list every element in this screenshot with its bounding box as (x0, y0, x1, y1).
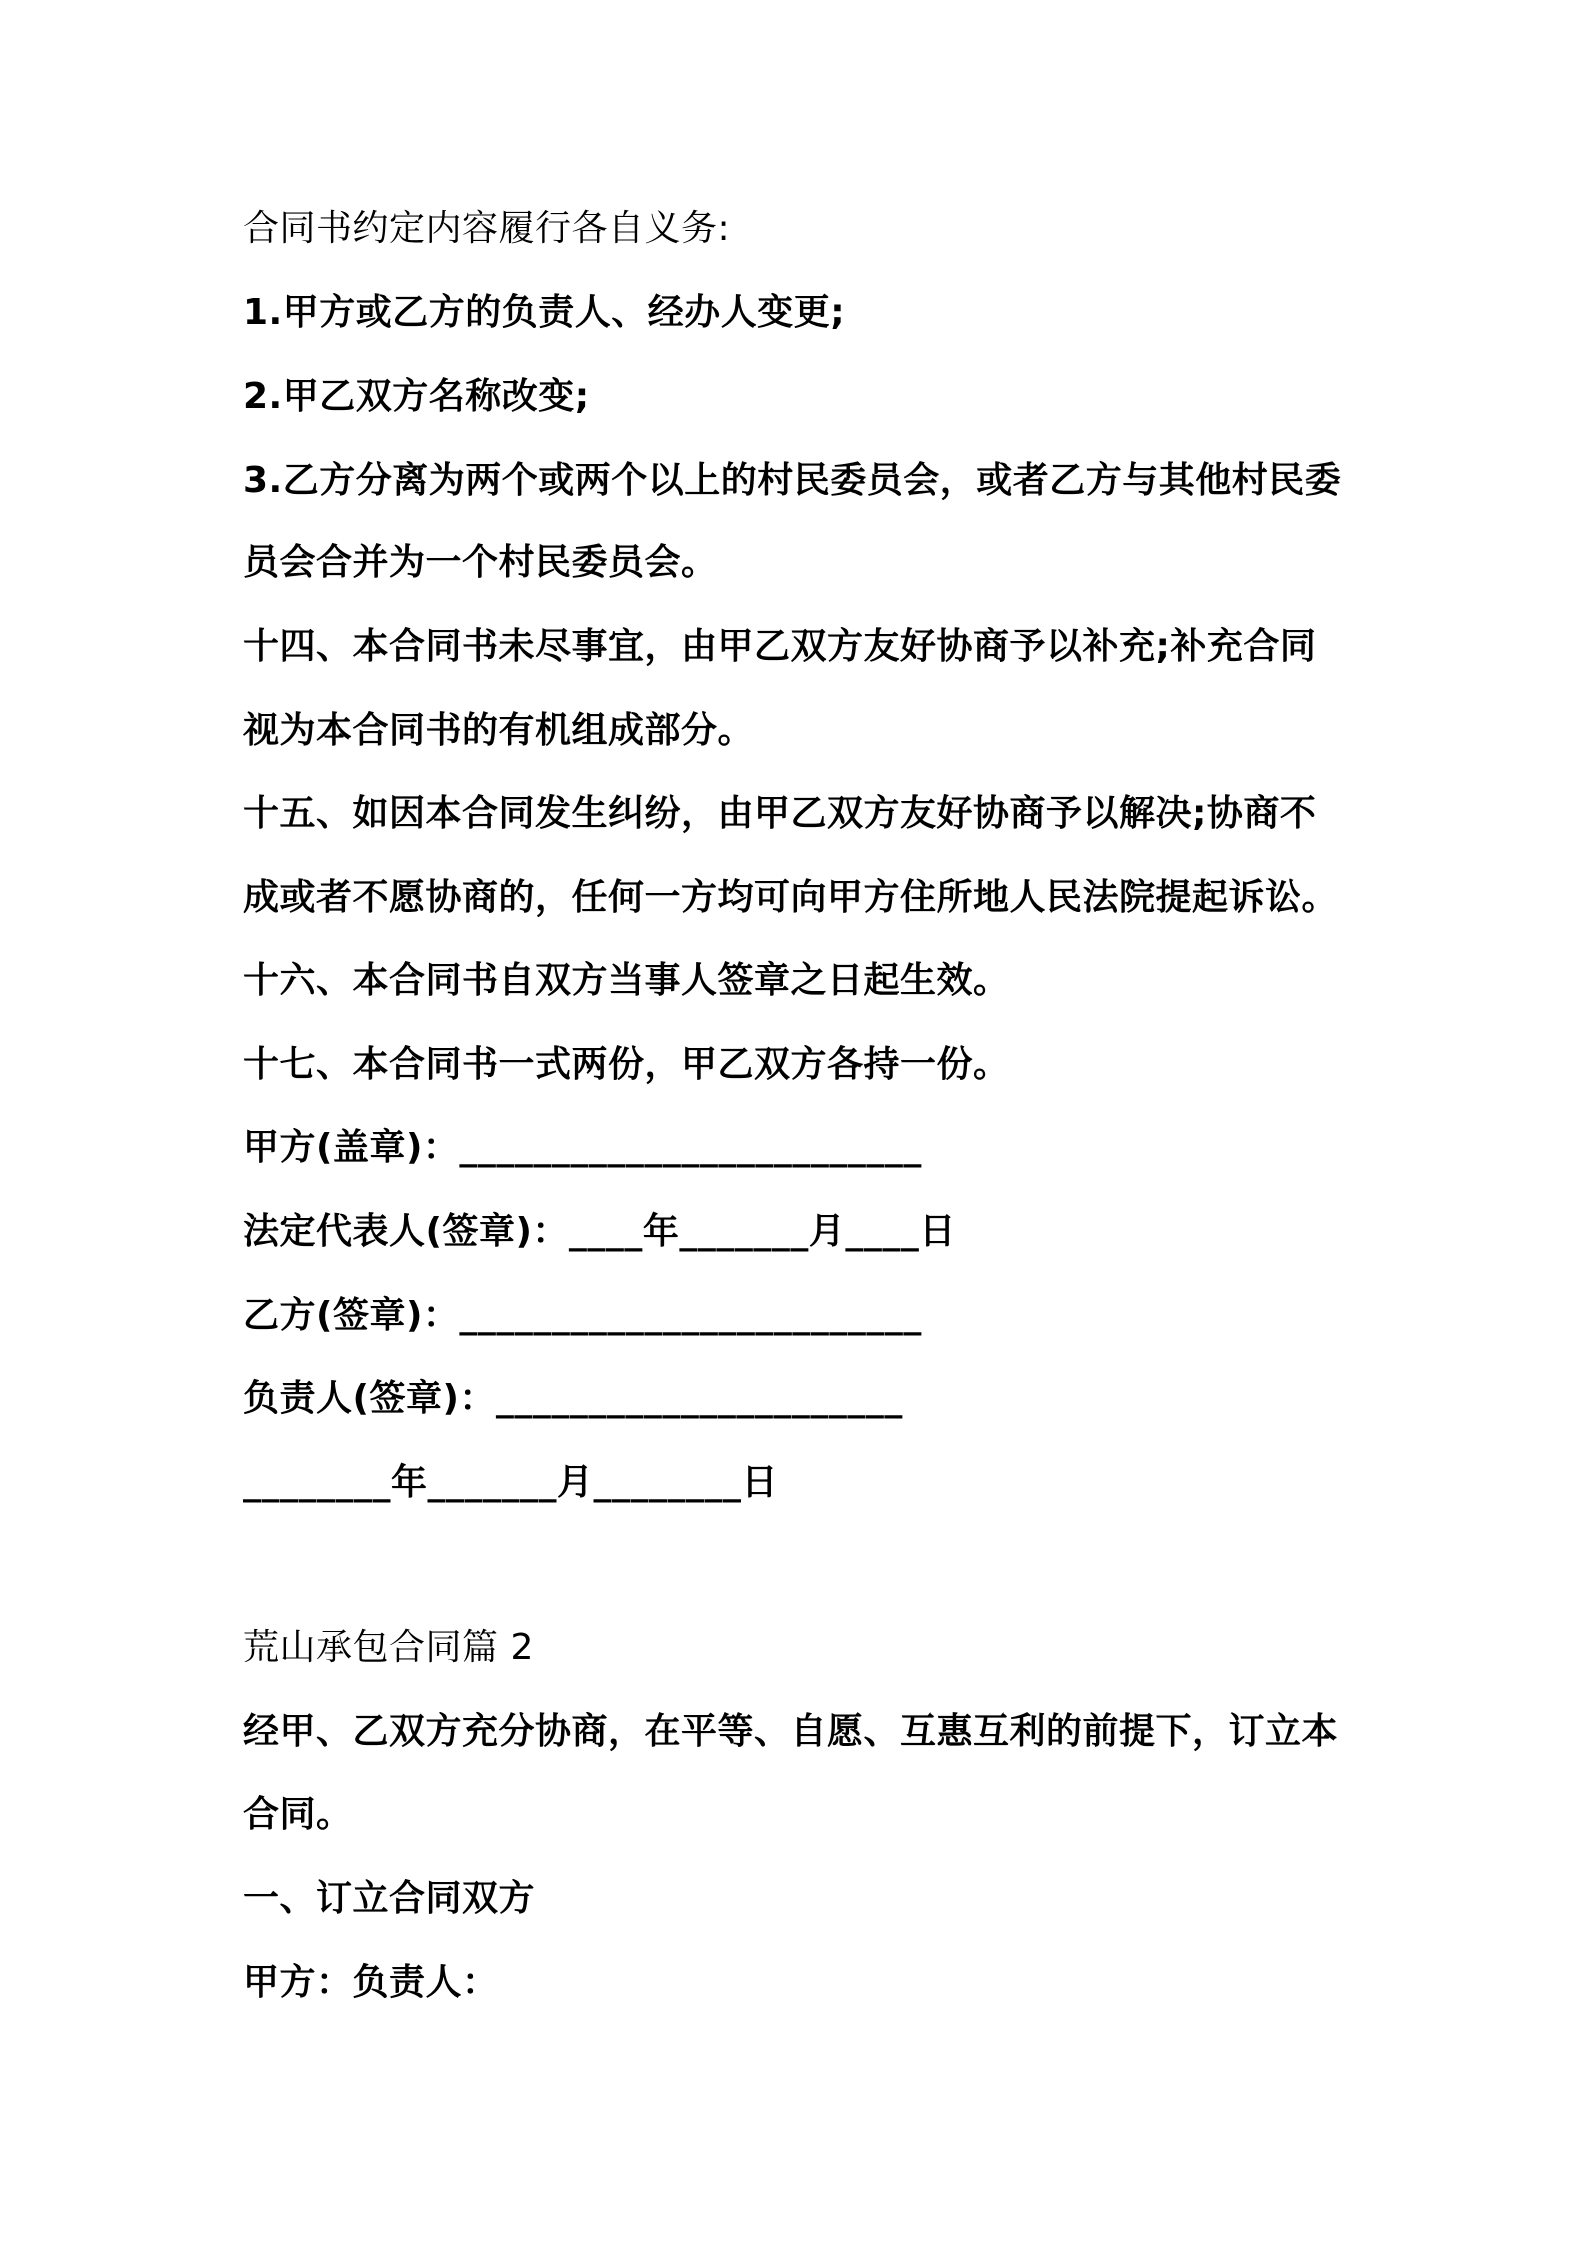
signature-line-legal-representative: 法定代表人(签章)：____年_______月____日 (243, 1211, 956, 1252)
subheading: 一、订立合同双方 (243, 1878, 536, 1919)
text-line: 2.甲乙双方名称改变; (243, 376, 590, 417)
signature-line-party-b: 乙方(签章)：_________________________ (243, 1295, 922, 1336)
text-line: 合同书约定内容履行各自义务: (243, 208, 731, 249)
text-line: 十四、本合同书未尽事宜，由甲乙双方友好协商予以补充;补充合同 (243, 626, 1317, 667)
text-line: 十六、本合同书自双方当事人签章之日起生效。 (243, 960, 1010, 1001)
section-title: 荒山承包合同篇 2 (243, 1627, 534, 1668)
text-line: 员会合并为一个村民委员会。 (243, 542, 718, 583)
text-line: 3.乙方分离为两个或两个以上的村民委员会，或者乙方与其他村民委 (243, 460, 1342, 501)
text-line: 甲方：负责人： (243, 1962, 499, 2003)
signature-line-person-in-charge: 负责人(签章)：______________________ (243, 1378, 903, 1419)
signature-line-party-a: 甲方(盖章)：_________________________ (243, 1127, 922, 1168)
text-line: 十七、本合同书一式两份，甲乙双方各持一份。 (243, 1044, 1010, 1085)
text-line: 经甲、乙双方充分协商，在平等、自愿、互惠互利的前提下，订立本 (243, 1711, 1339, 1752)
text-line: 成或者不愿协商的，任何一方均可向甲方住所地人民法院提起诉讼。 (243, 877, 1339, 918)
text-line: 视为本合同书的有机组成部分。 (243, 710, 755, 751)
date-line: ________年_______月________日 (243, 1462, 778, 1503)
text-line: 十五、如因本合同发生纠纷，由甲乙双方友好协商予以解决;协商不 (243, 793, 1317, 834)
text-line: 合同。 (243, 1794, 353, 1835)
text-line: 1.甲方或乙方的负责人、经办人变更; (243, 292, 846, 333)
